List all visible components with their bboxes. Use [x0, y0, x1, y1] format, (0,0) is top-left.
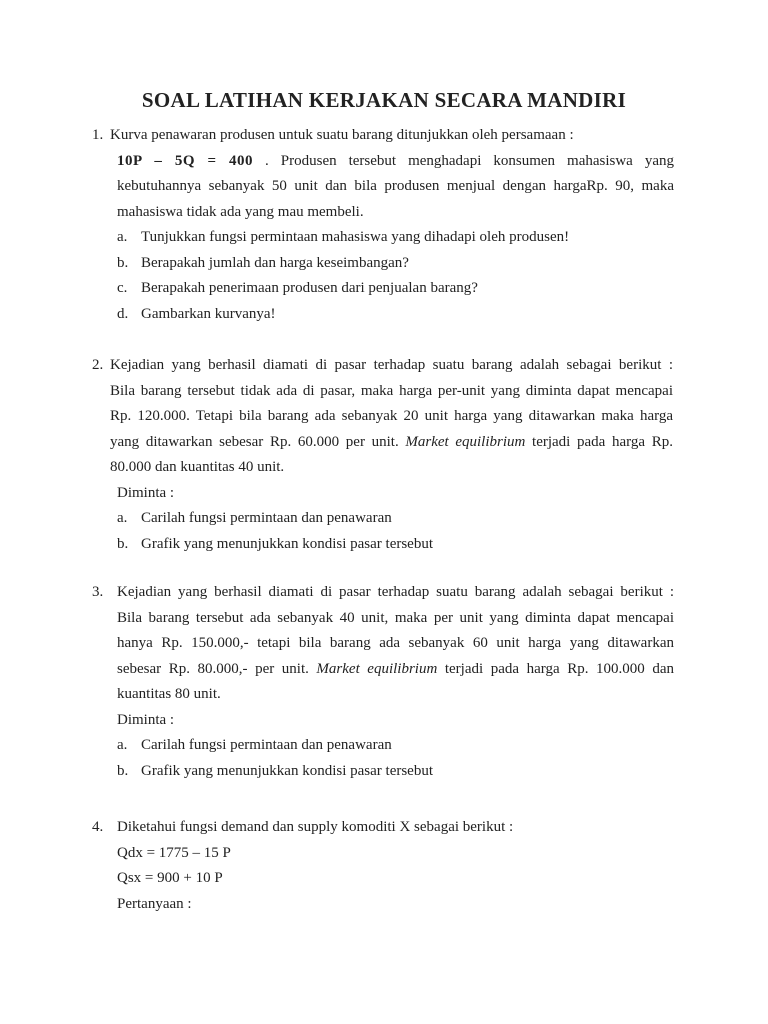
text-line: Rp. 120.000. Tetapi bila barang ada sebanyak 20 unit harga yang ditawarkan maka harga: [110, 408, 673, 424]
question-4: [92, 815, 676, 925]
option-item: [117, 225, 674, 251]
text-segment: sebesar Rp. 80.000,- per unit.: [117, 660, 317, 677]
option-item: [117, 302, 674, 328]
market-equilibrium-term: Market equilibrium: [316, 660, 438, 677]
text-line: Diketahui fungsi demand dan supply komoditi X sebagai berikut :: [117, 819, 514, 835]
option-text: Gambarkan kurvanya!: [141, 305, 276, 322]
question-1: [92, 123, 676, 333]
option-letter: b.: [117, 762, 129, 779]
option-letter: a.: [117, 510, 128, 526]
question-intro: Kurva penawaran produsen untuk suatu barang ditunjukkan oleh persamaan :: [110, 127, 574, 143]
option-text: Carilah fungsi permintaan dan penawaran: [141, 737, 392, 753]
text-line: [117, 657, 674, 683]
question-body: [110, 123, 673, 149]
option-item: [117, 506, 674, 532]
supply-function: Qsx = 900 + 10 P: [117, 870, 223, 886]
option-letter: c.: [117, 280, 128, 296]
option-text: Berapakah penerimaan produsen dari penjualan barang?: [141, 280, 478, 296]
page-title: SOAL LATIHAN KERJAKAN SECARA MANDIRI: [141, 88, 627, 112]
question-3: [92, 580, 676, 790]
text-segment: terjadi pada harga Rp.: [525, 433, 673, 450]
diminta-label: Diminta :: [117, 711, 175, 728]
text-line: kebutuhannya sebanyak 50 unit dan bila produsen menjual dengan hargaRp. 90, maka: [117, 178, 674, 194]
supply-equation: 10P – 5Q = 400: [117, 152, 254, 169]
text-line: Kejadian yang berhasil diamati di pasar terhadap suatu barang adalah sebagai berikut :: [117, 584, 674, 600]
question-2: [92, 353, 676, 563]
text-line: [110, 430, 673, 456]
question-body: [117, 580, 674, 784]
question-number: 3.: [92, 584, 104, 600]
question-number: 1.: [92, 127, 104, 143]
option-text: Grafik yang menunjukkan kondisi pasar tersebut: [141, 535, 434, 552]
option-letter: a.: [117, 737, 128, 753]
option-text: Berapakah jumlah dan harga keseimbangan?: [141, 254, 409, 271]
question-body-indented: [117, 149, 674, 328]
option-item: [117, 759, 674, 785]
demand-function: Qdx = 1775 – 15 P: [117, 844, 231, 861]
option-item: [117, 532, 674, 558]
text-line: 80.000 dan kuantitas 40 unit.: [110, 459, 285, 475]
text-line: kuantitas 80 unit.: [117, 686, 221, 702]
option-letter: a.: [117, 229, 128, 245]
text-line: Kejadian yang berhasil diamati di pasar terhadap suatu barang adalah sebagai berikut :: [110, 357, 673, 373]
question-sub: [117, 481, 674, 558]
text-line: mahasiswa tidak ada yang mau membeli.: [117, 203, 364, 220]
question-number: 2.: [92, 357, 104, 373]
equation-line: [117, 149, 674, 175]
text-segment: terjadi pada harga Rp. 100.000 dan: [437, 660, 674, 677]
text-line: hanya Rp. 150.000,- tetapi bila barang ada sebanyak 60 unit harga yang ditawarkan: [117, 635, 674, 651]
question-body: [117, 815, 674, 917]
option-letter: d.: [117, 305, 129, 322]
pertanyaan-label: Pertanyaan :: [117, 895, 192, 912]
text-line: Bila barang tersebut ada sebanyak 40 unit, maka per unit yang diminta dapat mencapai: [117, 609, 674, 626]
question-number: 4.: [92, 819, 104, 835]
option-item: [117, 251, 674, 277]
text-segment: yang ditawarkan sebesar Rp. 60.000 per unit.: [110, 433, 406, 450]
option-letter: b.: [117, 254, 129, 271]
option-letter: b.: [117, 535, 129, 552]
option-item: [117, 276, 674, 302]
diminta-label: Diminta :: [117, 484, 175, 501]
equation-line-rest: . Produsen tersebut menghadapi konsumen mahasiswa yang: [253, 152, 674, 169]
option-text: Grafik yang menunjukkan kondisi pasar tersebut: [141, 762, 434, 779]
text-line: Bila barang tersebut tidak ada di pasar, maka harga per-unit yang diminta dapat mencapai: [110, 382, 673, 399]
question-body: [110, 353, 673, 481]
option-text: Tunjukkan fungsi permintaan mahasiswa yang dihadapi oleh produsen!: [141, 229, 570, 245]
option-item: [117, 733, 674, 759]
option-text: Carilah fungsi permintaan dan penawaran: [141, 510, 392, 526]
market-equilibrium-term: Market equilibrium: [405, 433, 526, 450]
